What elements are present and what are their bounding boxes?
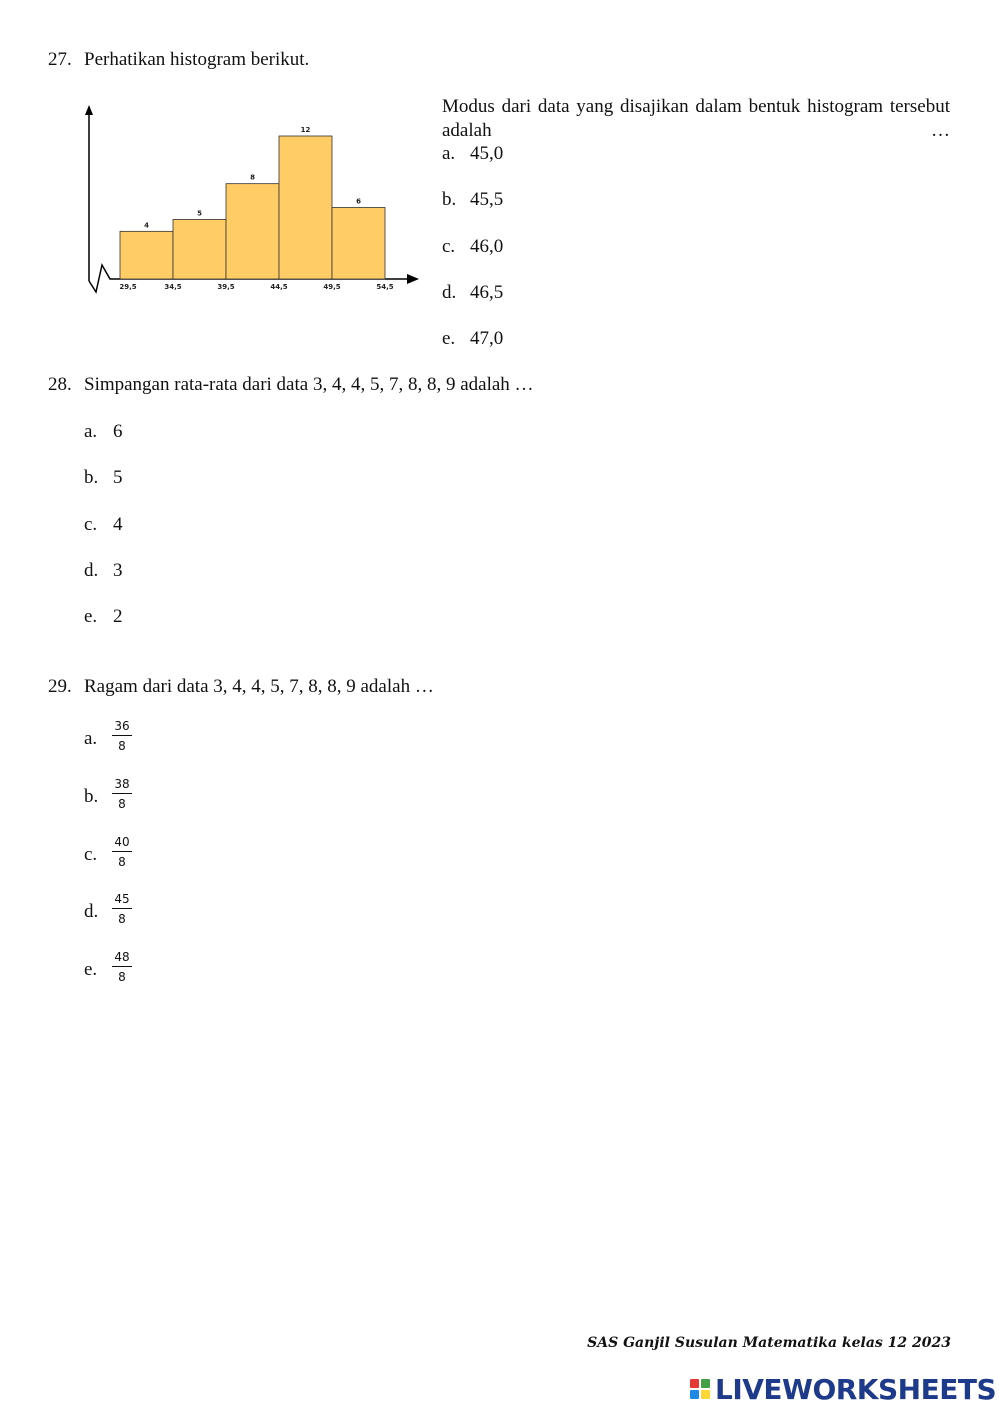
x-tick-label: 54,5 — [376, 283, 394, 291]
x-tick-label: 49,5 — [323, 283, 341, 291]
histogram-bar — [279, 136, 332, 279]
option-letter: a. — [84, 421, 98, 442]
x-axis-arrow — [407, 274, 419, 284]
bar-value-label: 5 — [197, 209, 202, 218]
answer-option-28[interactable]: 6 — [113, 421, 123, 442]
bar-value-label: 12 — [300, 126, 311, 134]
answer-option-27[interactable]: 46,5 — [470, 281, 504, 303]
fraction-numerator: 48 — [112, 950, 132, 967]
question-number-27: 27. — [48, 49, 72, 70]
option-letter: e. — [84, 606, 98, 628]
y-axis-arrow — [85, 105, 93, 115]
brand-logo[interactable] — [690, 1372, 996, 1406]
option-letter: d. — [84, 559, 99, 581]
answer-option-29-fraction[interactable] — [112, 950, 132, 984]
brand-name: LIVEWORKSHEETS — [715, 1372, 997, 1406]
answer-option-29-fraction[interactable] — [112, 892, 132, 926]
option-letter: c. — [84, 843, 98, 865]
histogram-bar — [173, 219, 226, 279]
answer-option-28[interactable]: 5 — [113, 467, 123, 489]
option-letter: e. — [84, 959, 98, 981]
x-tick-label: 44,5 — [270, 283, 288, 291]
answer-option-28[interactable]: 3 — [113, 559, 123, 581]
brand-square — [701, 1379, 710, 1388]
question-number-28: 28. — [48, 374, 72, 395]
brand-square — [690, 1379, 699, 1388]
question-27-prompt: Perhatikan histogram berikut. — [84, 49, 310, 70]
fraction-denominator: 8 — [118, 970, 126, 985]
brand-square — [701, 1390, 710, 1399]
x-tick-label: 29,5 — [119, 283, 137, 291]
option-letter: a. — [442, 143, 456, 164]
question-28-prompt: Simpangan rata-rata dari data 3, 4, 4, 5, 7, 8, 8, 9 adalah … — [84, 374, 534, 395]
option-letter: b. — [442, 189, 457, 211]
answer-option-29-fraction[interactable] — [112, 719, 132, 753]
option-letter: d. — [442, 281, 457, 303]
bar-value-label: 4 — [144, 221, 149, 230]
histogram-chart — [80, 100, 425, 300]
histogram-bar — [120, 231, 173, 279]
fraction-denominator: 8 — [118, 912, 126, 927]
answer-option-27[interactable]: 47,0 — [470, 328, 504, 350]
option-letter: d. — [84, 901, 99, 923]
answer-option-28[interactable]: 4 — [113, 513, 123, 535]
x-tick-label: 39,5 — [217, 283, 235, 291]
answer-option-29-fraction[interactable] — [112, 835, 132, 869]
option-letter: b. — [84, 785, 99, 807]
option-letter: b. — [84, 467, 99, 489]
brand-square — [690, 1390, 699, 1399]
answer-option-27[interactable]: 45,0 — [470, 143, 504, 164]
x-tick-label: 34,5 — [164, 283, 182, 291]
fraction-numerator: 38 — [112, 777, 132, 794]
fraction-denominator: 8 — [118, 854, 126, 869]
question-number-29: 29. — [48, 676, 72, 697]
histogram-bar — [332, 208, 385, 280]
option-letter: c. — [442, 235, 456, 257]
fraction-numerator: 45 — [112, 892, 132, 909]
brand-grid-icon — [690, 1379, 710, 1399]
fraction-denominator: 8 — [118, 739, 126, 753]
answer-option-29-fraction[interactable] — [112, 777, 132, 811]
histogram-bar — [226, 184, 279, 279]
fraction-numerator: 36 — [112, 719, 132, 736]
fraction-denominator: 8 — [118, 796, 126, 811]
bar-value-label: 6 — [356, 197, 361, 206]
footer-title: SAS Ganjil Susulan Matematika kelas 12 2023 — [587, 1335, 951, 1351]
bar-value-label: 8 — [250, 173, 255, 182]
fraction-numerator: 40 — [112, 835, 132, 852]
question-27-text: Modus dari data yang disajikan dalam bentuk histogram tersebut adalah … — [442, 96, 950, 141]
option-letter: c. — [84, 513, 98, 535]
answer-option-28[interactable]: 2 — [113, 606, 123, 628]
question-29-prompt: Ragam dari data 3, 4, 4, 5, 7, 8, 8, 9 adalah … — [84, 676, 434, 697]
answer-option-27[interactable]: 45,5 — [470, 189, 504, 211]
option-letter: e. — [442, 328, 456, 350]
option-letter: a. — [84, 728, 98, 749]
answer-option-27[interactable]: 46,0 — [470, 235, 504, 257]
